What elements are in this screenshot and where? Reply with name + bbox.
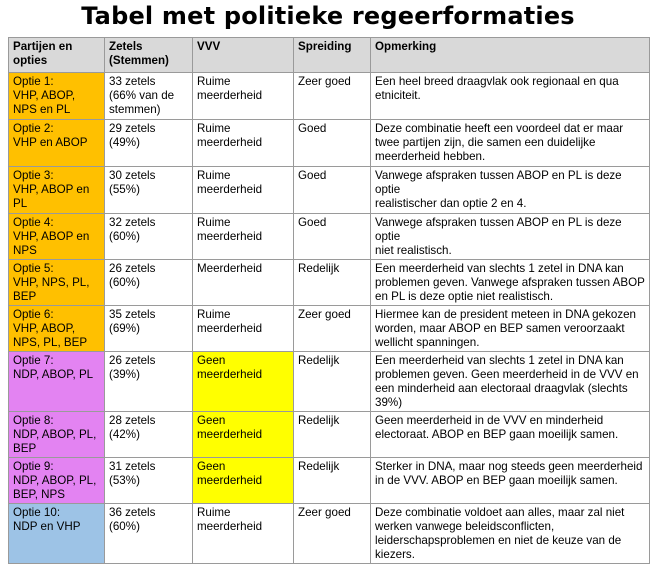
header-seats: Zetels (Stemmen) xyxy=(105,38,193,73)
vvv-cell: Ruime meerderheid xyxy=(193,73,294,120)
remark-cell: Een heel breed draagvlak ook regionaal en qua etniciteit. xyxy=(371,73,650,120)
seats-cell: 36 zetels (60%) xyxy=(105,504,193,564)
page-title: Tabel met politieke regeerformaties xyxy=(81,2,575,30)
table-row xyxy=(9,214,650,260)
option-cell: Optie 6: VHP, ABOP, NPS, PL, BEP xyxy=(9,306,105,352)
table-row xyxy=(9,412,650,458)
table-row xyxy=(9,73,650,120)
spread-cell: Goed xyxy=(294,214,371,260)
vvv-cell: Meerderheid xyxy=(193,260,294,306)
seats-cell: 31 zetels (53%) xyxy=(105,458,193,504)
spread-cell: Goed xyxy=(294,120,371,167)
formations-table xyxy=(8,37,650,564)
vvv-cell: Ruime meerderheid xyxy=(193,167,294,214)
header-options: Partijen en opties xyxy=(9,38,105,73)
spread-cell: Goed xyxy=(294,167,371,214)
spread-cell: Redelijk xyxy=(294,412,371,458)
option-cell: Optie 10: NDP en VHP xyxy=(9,504,105,564)
option-cell: Optie 4: VHP, ABOP en NPS xyxy=(9,214,105,260)
remark-cell: Een meerderheid van slechts 1 zetel in DNA kan problemen geven. Vanwege afspraken tussen ABOP en PL is deze optie niet realistisch. xyxy=(371,260,650,306)
table-row xyxy=(9,352,650,412)
option-cell: Optie 5: VHP, NPS, PL, BEP xyxy=(9,260,105,306)
remark-cell: Vanwege afspraken tussen ABOP en PL is deze optie realistischer dan optie 2 en 4. xyxy=(371,167,650,214)
header-spread: Spreiding xyxy=(294,38,371,73)
table-row xyxy=(9,504,650,564)
table-row xyxy=(9,458,650,504)
seats-cell: 26 zetels (39%) xyxy=(105,352,193,412)
remark-cell: Deze combinatie voldoet aan alles, maar zal niet werken vanwege beleidsconflicten, leiderschapsproblemen en niet de keuze van de kiezers. xyxy=(371,504,650,564)
vvv-cell: Geen meerderheid xyxy=(193,412,294,458)
header-vvv: VVV xyxy=(193,38,294,73)
remark-cell: Een meerderheid van slechts 1 zetel in DNA kan problemen geven. Geen meerderheid in de VVV en een minderheid aan electoraal draagvlak (slechts 39%) xyxy=(371,352,650,412)
spread-cell: Zeer goed xyxy=(294,504,371,564)
table-row xyxy=(9,120,650,167)
remark-cell: Geen meerderheid in de VVV en minderheid electoraat. ABOP en BEP gaan moeilijk samen. xyxy=(371,412,650,458)
vvv-cell: Ruime meerderheid xyxy=(193,504,294,564)
header-remark: Opmerking xyxy=(371,38,650,73)
remark-cell: Vanwege afspraken tussen ABOP en PL is deze optie niet realistisch. xyxy=(371,214,650,260)
option-cell: Optie 8: NDP, ABOP, PL, BEP xyxy=(9,412,105,458)
seats-cell: 26 zetels (60%) xyxy=(105,260,193,306)
vvv-cell: Geen meerderheid xyxy=(193,458,294,504)
spread-cell: Redelijk xyxy=(294,352,371,412)
spread-cell: Redelijk xyxy=(294,260,371,306)
remark-cell: Hiermee kan de president meteen in DNA gekozen worden, maar ABOP en BEP samen veroorzaakt wellicht spanningen. xyxy=(371,306,650,352)
option-cell: Optie 3: VHP, ABOP en PL xyxy=(9,167,105,214)
seats-cell: 32 zetels (60%) xyxy=(105,214,193,260)
header-row xyxy=(9,38,650,73)
vvv-cell: Geen meerderheid xyxy=(193,352,294,412)
remark-cell: Deze combinatie heeft een voordeel dat er maar twee partijen zijn, die samen een duidelijke meerderheid hebben. xyxy=(371,120,650,167)
table-row xyxy=(9,260,650,306)
remark-cell: Sterker in DNA, maar nog steeds geen meerderheid in de VVV. ABOP en BEP gaan moeilijk samen. xyxy=(371,458,650,504)
seats-cell: 35 zetels (69%) xyxy=(105,306,193,352)
option-cell: Optie 2: VHP en ABOP xyxy=(9,120,105,167)
option-cell: Optie 9: NDP, ABOP, PL, BEP, NPS xyxy=(9,458,105,504)
table-row xyxy=(9,167,650,214)
vvv-cell: Ruime meerderheid xyxy=(193,306,294,352)
seats-cell: 33 zetels (66% van de stemmen) xyxy=(105,73,193,120)
vvv-cell: Ruime meerderheid xyxy=(193,120,294,167)
spread-cell: Redelijk xyxy=(294,458,371,504)
vvv-cell: Ruime meerderheid xyxy=(193,214,294,260)
spread-cell: Zeer goed xyxy=(294,73,371,120)
table-row xyxy=(9,306,650,352)
seats-cell: 30 zetels (55%) xyxy=(105,167,193,214)
seats-cell: 29 zetels (49%) xyxy=(105,120,193,167)
spread-cell: Zeer goed xyxy=(294,306,371,352)
option-cell: Optie 1: VHP, ABOP, NPS en PL xyxy=(9,73,105,120)
seats-cell: 28 zetels (42%) xyxy=(105,412,193,458)
option-cell: Optie 7: NDP, ABOP, PL xyxy=(9,352,105,412)
